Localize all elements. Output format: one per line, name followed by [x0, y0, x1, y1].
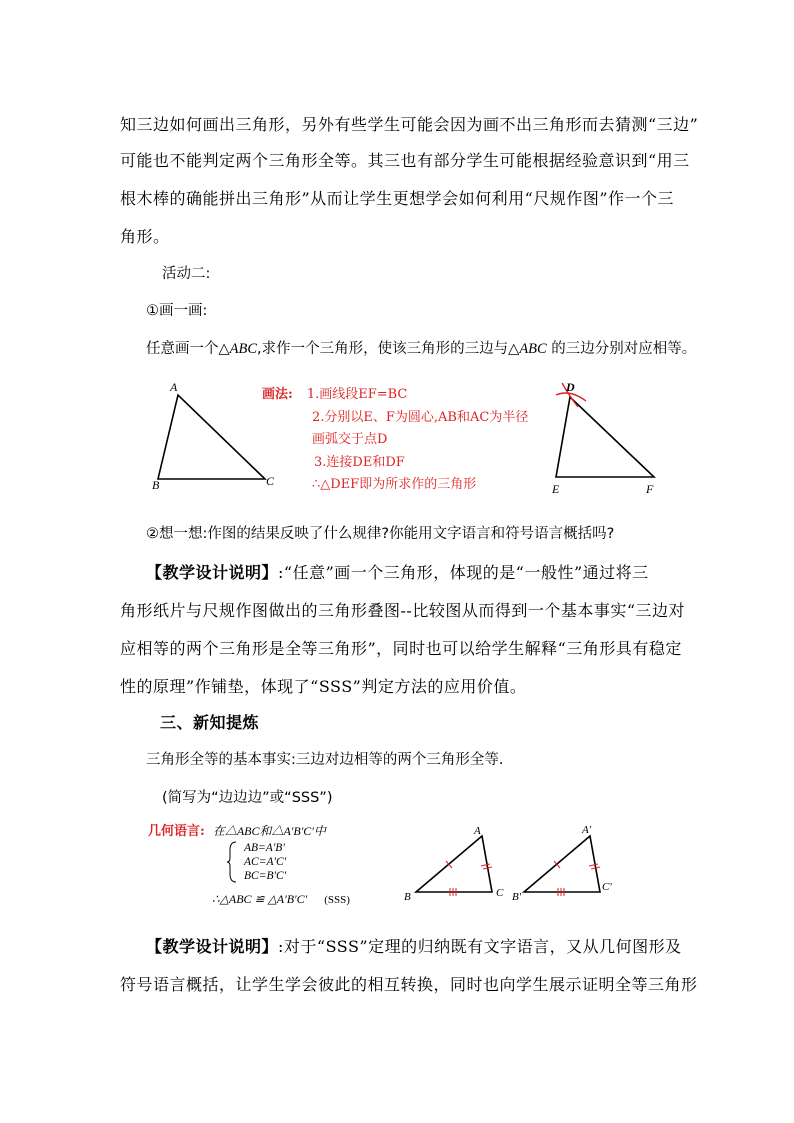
basic-fact: 三角形全等的基本事实:三边对边相等的两个三角形全等.	[146, 752, 504, 768]
vertex-label: F	[646, 482, 654, 496]
triangle-def-figure	[540, 375, 670, 500]
paragraph-line: 符号语言概括，让学生学会彼此的相互转换，同时也向学生展示证明全等三角形	[120, 975, 698, 994]
design-note: 【教学设计说明】:“任意”画一个三角形，体现的是“一般性”通过将三	[146, 563, 649, 582]
step: 画弧交于点D	[312, 432, 388, 447]
vertex-label: A	[474, 825, 481, 837]
method-row	[262, 384, 528, 407]
equation-list	[244, 841, 286, 883]
equation: BC=B'C'	[244, 870, 287, 882]
paragraph-line: 应相等的两个三角形是全等三角形”，同时也可以给学生解释“三角形具有稳定	[120, 639, 682, 658]
vertex-label: B'	[512, 891, 522, 903]
vertex-label: E	[552, 482, 560, 496]
conclusion: ∴△ABC ≌ △A'B'C'	[212, 892, 308, 906]
step: 3.连接DE和DF	[314, 454, 405, 470]
paragraph-line: 可能也不能判定两个三角形全等。其三也有部分学生可能根据经验意识到“用三	[120, 151, 690, 170]
draw-heading: ①画一画:	[146, 303, 208, 319]
vertex-label: C	[496, 887, 504, 899]
geo-label: 几何语言:	[148, 824, 205, 839]
task-text: 任意画一个△ABC,求作一个三角形，使该三角形的三边与△ABC 的三边分别对应相等。	[146, 341, 697, 357]
vertex-label: D	[566, 380, 575, 394]
method-label: 画法:	[262, 387, 293, 402]
design-note-label: 【教学设计说明】	[146, 563, 279, 582]
paragraph-line: 角形。	[120, 227, 170, 246]
step: ∴△DEF即为所求作的三角形	[312, 477, 477, 492]
triangle-abc-figure	[140, 375, 280, 495]
equation: AC=A'C'	[244, 856, 287, 868]
think-text: ②想一想:作图的结果反映了什么规律?你能用文字语言和符号语言概括吗?	[146, 526, 615, 542]
vertex-label: B	[152, 478, 160, 492]
abbreviation: (简写为“边边边”或“SSS”)	[162, 790, 333, 806]
triangle-abc	[416, 836, 492, 892]
section-heading: 三、新知提炼	[160, 713, 260, 732]
vertex-label: C'	[602, 881, 612, 893]
triangle-a2b2c2	[524, 836, 600, 892]
tick-mark	[481, 864, 490, 866]
sss-tag: (SSS)	[324, 894, 350, 906]
conclusion-row	[212, 892, 350, 907]
vertex-label: B	[404, 891, 411, 903]
step: 1.画线段EF=BC	[306, 387, 408, 402]
construction-steps	[262, 384, 528, 497]
geo-in-text: 在△ABC和△A'B'C'中	[212, 824, 326, 838]
paragraph-line: 性的原理”作铺垫，体现了“SSS”判定方法的应用价值。	[120, 677, 527, 696]
paragraph-line: 根木棒的确能拼出三角形”从而让学生更想学会如何利用“尺规作图”作一个三	[120, 189, 675, 208]
activity-heading: 活动二:	[162, 266, 211, 282]
tick-mark	[589, 864, 598, 866]
vertex-label: C	[266, 474, 275, 488]
step: 2.分别以E、F为圆心,AB和AC为半径	[312, 409, 529, 425]
design-note-label: 【教学设计说明】	[146, 937, 279, 956]
paragraph-line: 角形纸片与尺规作图做出的三角形叠图--比较图从而得到一个基本事实“三边对	[120, 601, 685, 620]
design-note: 【教学设计说明】:对于“SSS”定理的归纳既有文字语言，又从几何图形及	[146, 937, 682, 956]
equation: AB=A'B'	[244, 842, 285, 854]
triangle-abc	[158, 395, 265, 479]
brace-icon	[226, 840, 238, 884]
vertex-label: A	[170, 380, 178, 394]
geo-language-row	[148, 820, 326, 839]
triangle-def	[556, 397, 654, 477]
vertex-label: A'	[582, 824, 592, 836]
paragraph-line: 知三边如何画出三角形，另外有些学生可能会因为画不出三角形而去猜测“三边”	[120, 115, 699, 134]
congruent-triangles-figure	[400, 820, 630, 905]
